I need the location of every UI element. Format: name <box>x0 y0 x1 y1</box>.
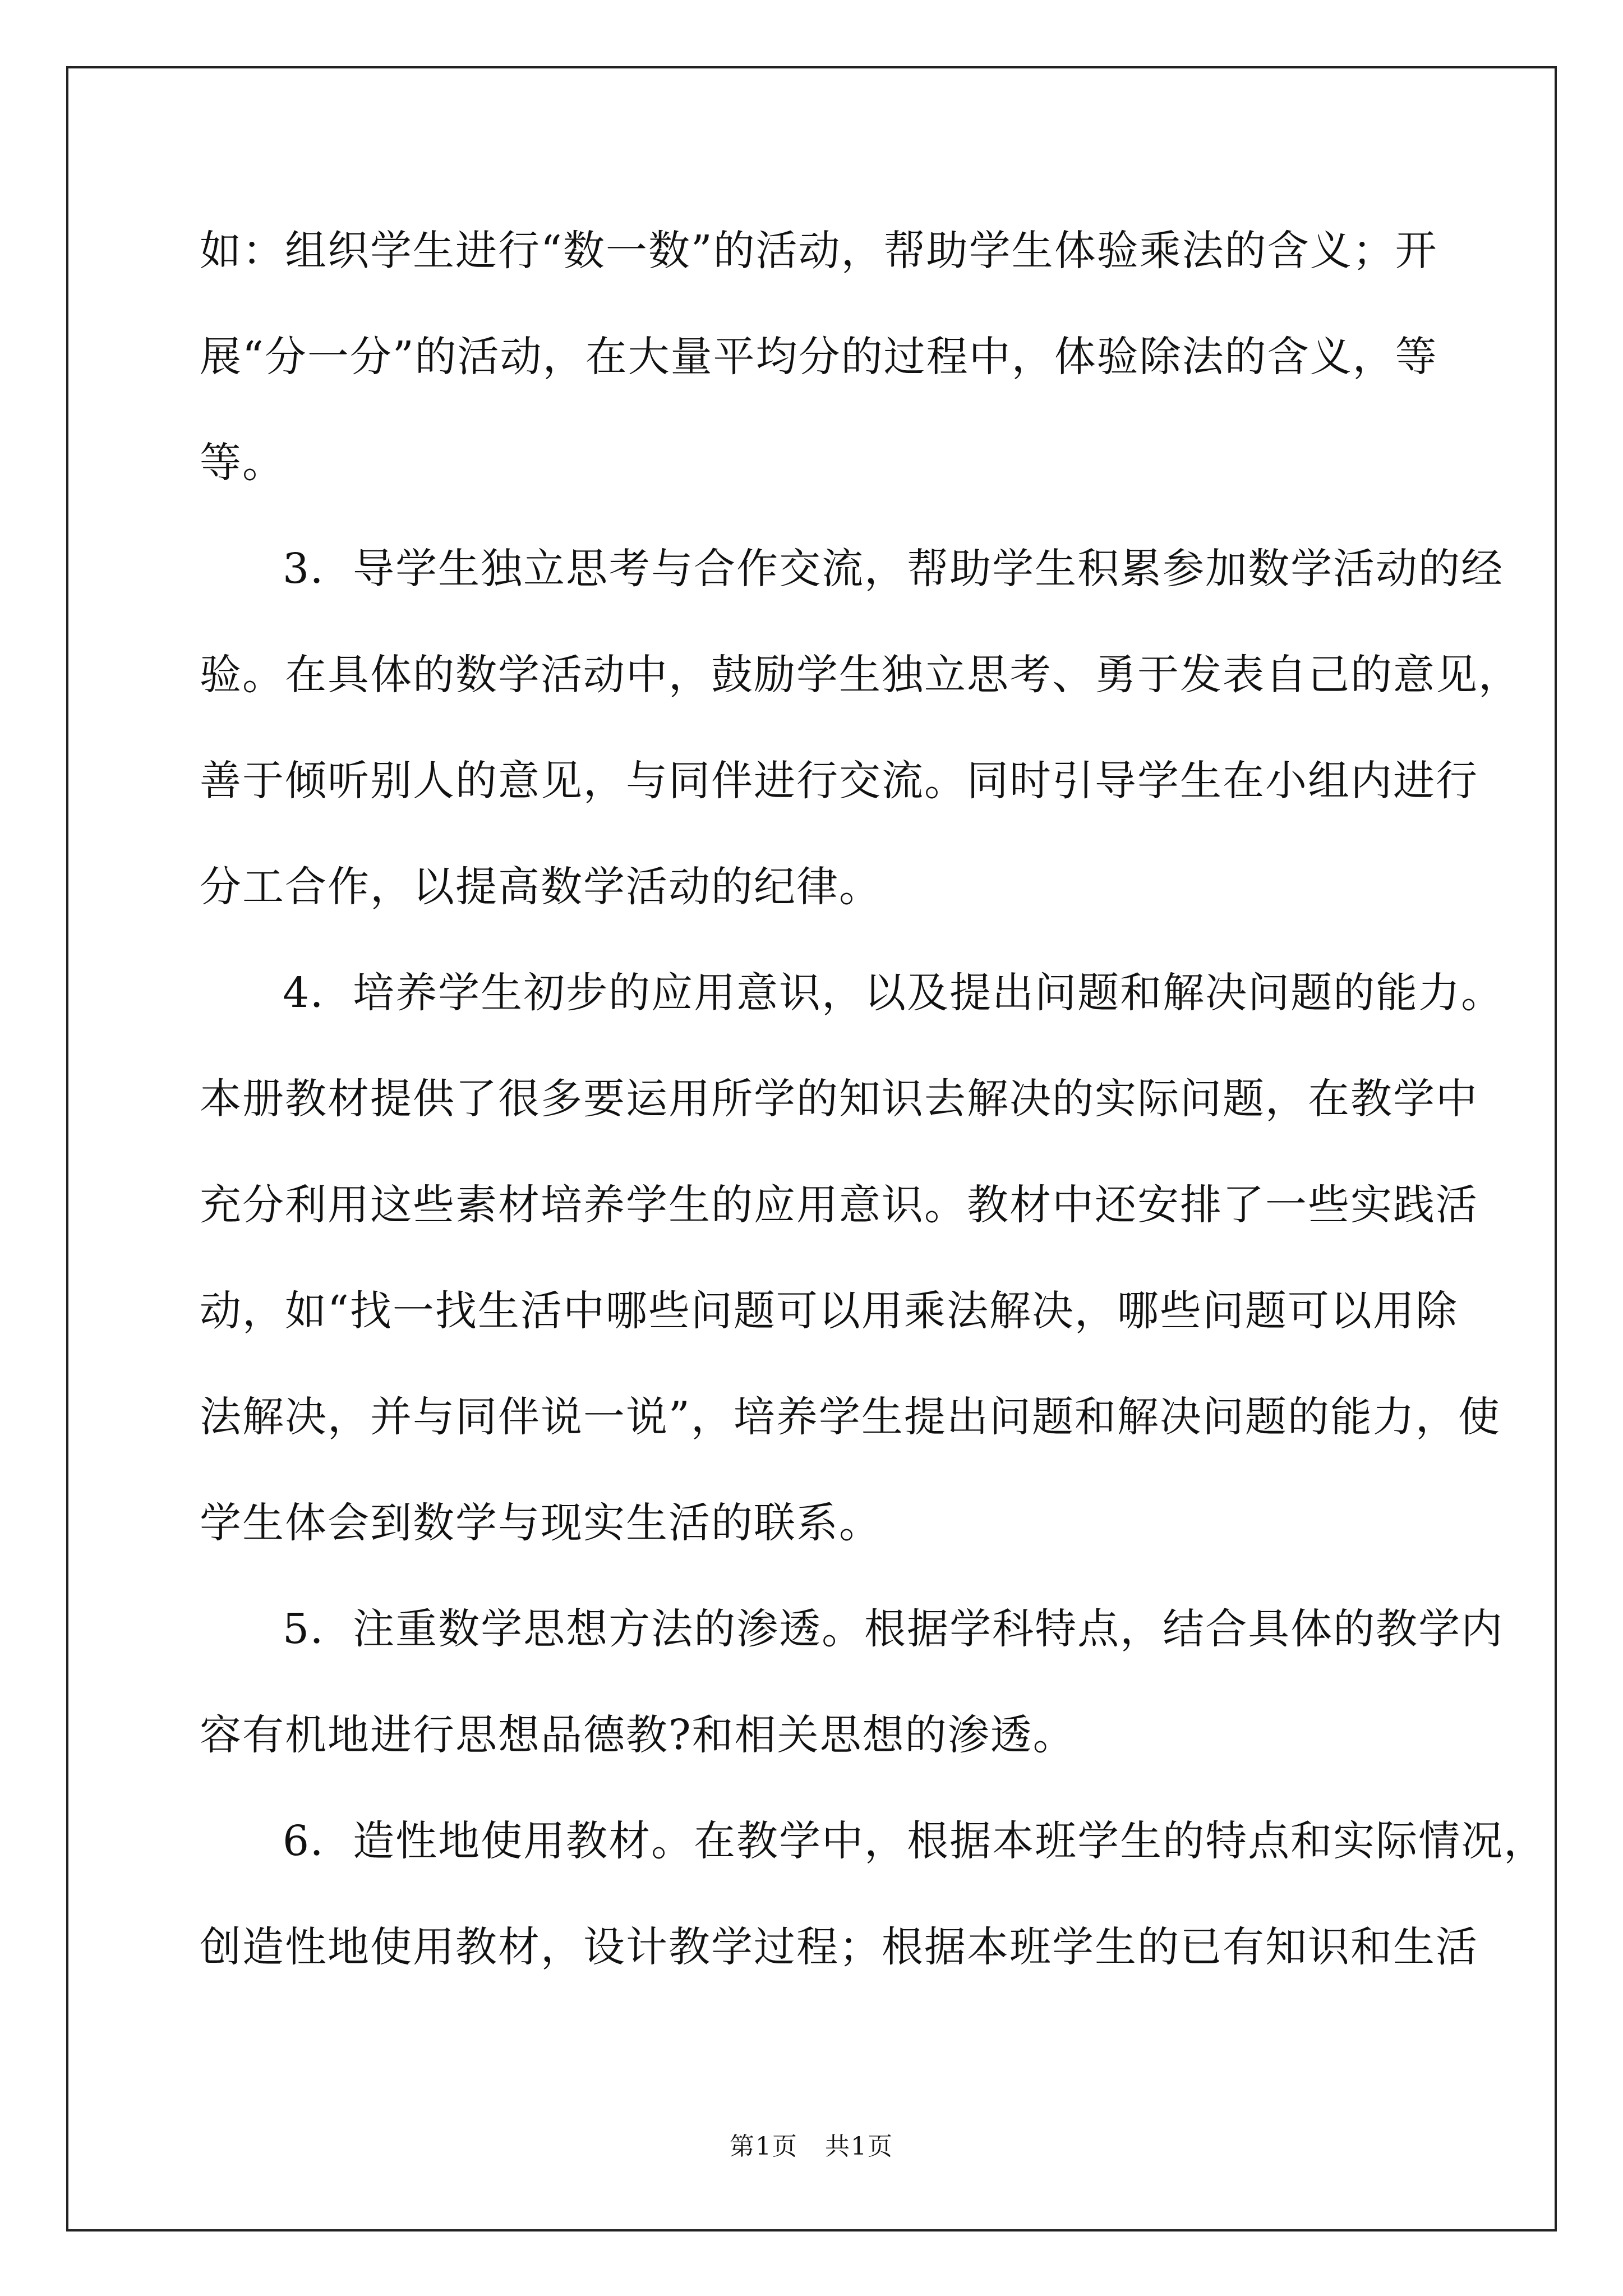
text-line: 充分利用这些素材培养学生的应用意识。教材中还安排了一些实践活 <box>200 1181 1478 1229</box>
text-line: 创造性地使用教材，设计教学过程；根据本班学生的已有知识和生活 <box>200 1923 1478 1971</box>
text-line: 分工合作，以提高数学活动的纪律。 <box>200 863 882 911</box>
text-line: 如：组织学生进行“数一数”的活动，帮助学生体验乘法的含义；开 <box>200 227 1438 275</box>
text-line: 展“分一分”的活动，在大量平均分的过程中，体验除法的含义，等 <box>200 333 1438 381</box>
text-line: 动，如“找一找生活中哪些问题可以用乘法解决，哪些问题可以用除 <box>200 1287 1458 1335</box>
text-line: 法解决，并与同伴说一说”，培养学生提出问题和解决问题的能力，使 <box>200 1393 1501 1441</box>
text-line: 本册教材提供了很多要运用所学的知识去解决的实际问题，在教学中 <box>200 1075 1478 1123</box>
text-line: 等。 <box>200 439 285 487</box>
page-total: 共1页 <box>825 2132 893 2161</box>
text-line: 学生体会到数学与现实生活的联系。 <box>200 1499 882 1547</box>
text-line: 善于倾听别人的意见，与同伴进行交流。同时引导学生在小组内进行 <box>200 757 1478 805</box>
page-number: 第1页 <box>730 2132 798 2161</box>
text-line: 4．培养学生初步的应用意识，以及提出问题和解决问题的能力。 <box>283 969 1504 1017</box>
text-line: 3．导学生独立思考与合作交流，帮助学生积累参加数学活动的经 <box>283 545 1504 593</box>
document-body <box>200 216 1547 2018</box>
text-line: 验。在具体的数学活动中，鼓励学生独立思考、勇于发表自己的意见， <box>200 651 1521 699</box>
text-line: 6．造性地使用教材。在教学中，根据本班学生的特点和实际情况， <box>283 1817 1547 1865</box>
text-line: 容有机地进行思想品德教?和相关思想的渗透。 <box>200 1711 1076 1759</box>
text-line: 5．注重数学思想方法的渗透。根据学科特点，结合具体的教学内 <box>283 1605 1504 1653</box>
page-footer <box>0 2126 1623 2162</box>
